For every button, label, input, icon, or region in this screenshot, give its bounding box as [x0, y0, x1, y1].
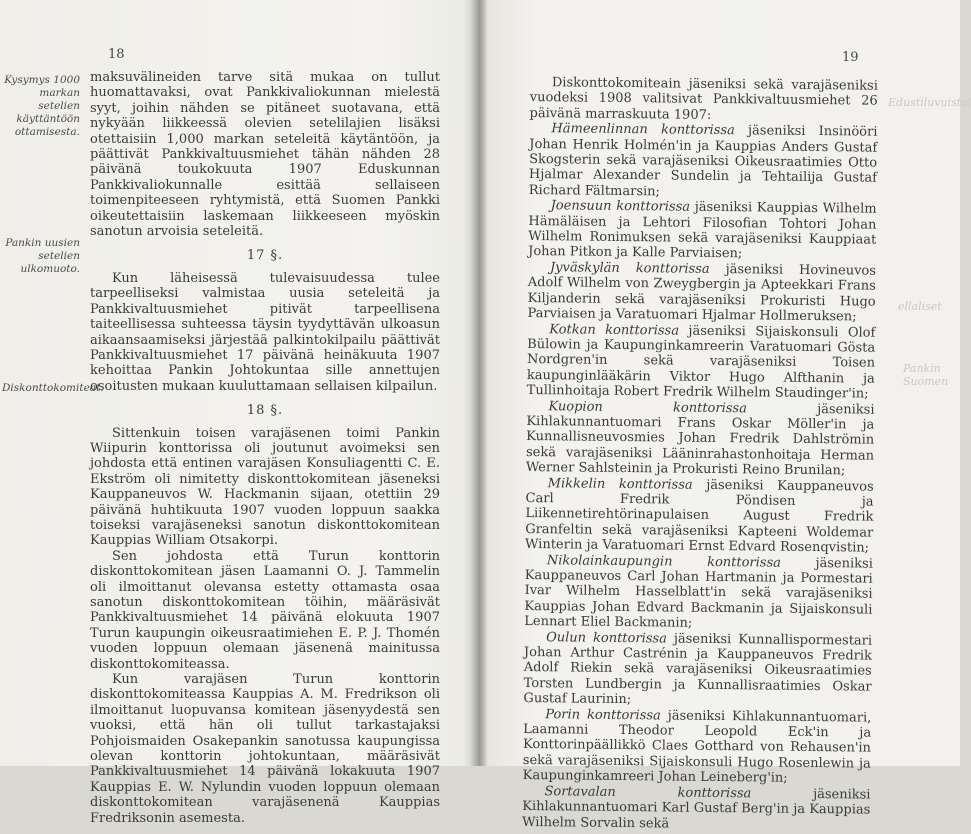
- left-page: [0, 0, 478, 826]
- office-name: Kotkan konttorissa: [549, 321, 680, 339]
- office-name: Kuopion konttorissa: [548, 398, 747, 416]
- committee-entry: [528, 198, 877, 263]
- margin-note-1000-mark-notes: Kysymys 1000 markan setelien käyttäntöön ottamisesta.: [4, 74, 80, 138]
- bleed-through-text: Pankin: [903, 362, 941, 375]
- committee-entry: [527, 260, 876, 325]
- office-name: Oulun konttorissa: [546, 629, 667, 647]
- office-name: Mikkelin konttorissa: [547, 475, 693, 493]
- paragraph: maksuvälineiden tarve sitä mukaa on tullut huomattavaksi, ovat Pankkivaliokunnan mielestä syyt, joihin nähden se pitäneet suotavana, että nykyään liikkeessä olevien setelilajien lisäksi otettaisiin 1,000 markan seteleitä käytäntöön, ja päättivät Pankkivaltuusmiehet tähän nähden 28 päivänä toukokuuta 1907 Eduskunnan Pankkivaliokunnalle esittää sellaiseen toimenpiteeseen ryhtymistä, että Suomen Pankki oikeutettaisiin laskemaan liikkeeseen myöskin sanotun arvoisia seteleitä.: [90, 70, 440, 240]
- bleed-through-text: Suomen: [903, 375, 949, 388]
- paragraph: Kun varajäsen Turun konttorin diskonttokomiteassa Kauppias A. M. Fredrikson oli ilmoittanut luopuvansa komitean jäsenyydestä sen vuoksi, että hän oli tullut tarkastajaksi Pohjoismaiden Osakepankin sanotussa kaupungissa olevan konttorin johtokuntaan, määräsivät Pankkivaltuusmiehet 14 päivänä lokakuuta 1907 Kauppias E. W. Nylundin vuoden loppuun olemaan diskonttokomitean varajäsenenä Kauppias Fredriksonin asemesta.: [90, 672, 440, 826]
- right-page: [478, 0, 971, 831]
- entry-text: jäseniksi Kauppias Wilhelm Hämäläisen ja Lehtori Filosofian Tohtori Johan Wilhelm Ronimuksen sekä varajäseniksi Kauppiaat Johan Pitkon ja Kalle Parviaisen;: [528, 199, 877, 262]
- office-name: Hämeenlinnan konttorissa: [551, 121, 735, 139]
- left-body-text: [90, 70, 440, 826]
- committee-entry: [526, 399, 875, 480]
- page-number-left: 18: [108, 47, 125, 62]
- office-name: Sortavalan konttorissa: [544, 783, 752, 802]
- committee-entry: [523, 630, 872, 711]
- paragraph: Diskonttokomiteain jäseniksi sekä varajäseniksi vuodeksi 1908 valitsivat Pankkivaltuusmiehet 26 päivänä marraskuuta 1907:: [529, 75, 878, 123]
- office-name: Joensuun konttorissa: [550, 198, 691, 215]
- committee-entry: [525, 476, 874, 557]
- paragraph: Sen johdosta että Turun konttorin diskonttokomitean jäsen Laamanni O. J. Tammelin oli ilmoittanut olevansa estetty ottamasta osaa sanotun diskonttokomitean töihin, määräsivät Pankkivaltuusmiehet 14 päivänä elokuuta 1907 Turun kaupungin oikeusraatimiehen E. P. J. Thomén vuoden loppuun olemaan jäsenenä mainitussa diskonttokomiteassa.: [90, 548, 440, 672]
- bleed-through-text: Edustiluvuistal: [888, 96, 971, 109]
- entry-text: jäseniksi Hovineuvos Adolf Wilhelm von Zweygbergin ja Apteekkari Frans Kiljanderin sekä varajäseniksi Prokuristi Hugo Parviaisen ja Varatuomari Hjalmar Hollmeruksen;: [527, 261, 877, 325]
- office-name: Porin konttorissa: [545, 706, 661, 724]
- office-name: Jyväskylän konttorissa: [549, 260, 710, 277]
- entry-text: jäseniksi Kihlakunnantuomari Frans Oskar Möller'in ja Kunnallisneuvosmies Johan Fredrik Dahlströmin sekä varajäseniksi Lääninrahastonhoitaja Herman Werner Sahlsteinin ja Prokuristi Reino Brunilan;: [525, 400, 875, 479]
- entry-text: jäseniksi Kunnallispormestari Johan Arthur Castrénin ja Kauppaneuvos Fredrik Adolf Riekin sekä varajäseniksi Oikeusraatimies Torsten Lundbergin ja Kunnallisraatimies Oskar Gustaf Laurinin;: [523, 631, 873, 708]
- committee-entry: [529, 121, 878, 202]
- margin-note-new-notes-design: Pankin uusien setelien ulkomuoto.: [5, 237, 80, 275]
- margin-note-discount-committees: Diskonttokomiteat.: [2, 382, 104, 394]
- entry-text: jäseniksi Insinööri Johan Henrik Holmén'in ja Kauppias Anders Gustaf Skogsterin sekä varajäseniksi Oikeusraatimies Otto Hjalmar Alexander Sundelin ja Tehtailija Gustaf Richard Fältmarsin;: [528, 123, 878, 200]
- entry-text: jäseniksi Kauppaneuvos Carl Johan Hartmanin ja Pormestari Ivar Wilhelm Hasselblatt'in sekä varajäseniksi Kauppias Johan Edvard Backmanin ja Sijaiskonsuli Lennart Eliel Backmanin;: [524, 555, 873, 631]
- paragraph: Sittenkuin toisen varajäsenen toimi Pankin Wiipurin konttorissa oli joutunut avoimeksi sen johdosta että entinen varajäsen Konsuliagentti C. E. Ekström oli nimitetty diskonttokomitean jäseneksi Kauppaneuvos W. Hackmanin sijaan, otettiin 29 päivänä huhtikuuta 1907 vuoden loppuun saakka toiseksi varajäseneksi sanotun diskonttokomitean Kauppias William Otsakorpi.: [90, 425, 440, 549]
- entry-text: jäseniksi Sijaiskonsuli Olof Bülowin ja Kaupunginkamreerin Varatuomari Gösta Nordgren'in sekä varajäseniksi Toisen kaupunginlääkärin Viktor Hugo Alfthanin ja Tullinhoitaja Robert Fredrik Wilhelm Staudinger'in;: [526, 323, 876, 402]
- committee-entry: [527, 321, 876, 402]
- entry-text: jäseniksi Kauppaneuvos Carl Fredrik Pöndisen ja Liikennetirehtörinapulaisen August Fredrik Granfeltin sekä varajäseniksi Kapteeni Woldemar Winterin ja Varatuomari Ernst Edvard Rosenqvistin;: [525, 477, 874, 556]
- committee-entry: [524, 553, 873, 634]
- right-body-text: [522, 75, 878, 834]
- page-number-right: 19: [842, 50, 859, 65]
- office-name: Nikolainkaupungin konttorissa: [546, 552, 782, 571]
- paragraph: Kun läheisessä tulevaisuudessa tulee tarpeelliseksi valmistaa uusia seteleitä ja Pankkivaltuusmiehet pitivät tarpeellisena taiteellisessa suhteessa täysin tyydyttävän ulkoasun aikaansaamiseksi järjestää palkintokilpailu päättivät Pankkivaltuusmiehet 17 päivänä heinäkuuta 1907 kehoittaa Pankin Johtokuntaa sille annettujen osoitusten mukaan kuuluttamaan sellaisen kilpailun.: [90, 270, 440, 394]
- entry-text: jäseniksi Kihlakunnantuomari Karl Gustaf Berg'in ja Kauppias Wilhelm Sorvalin sekä: [522, 786, 871, 831]
- bleed-through-text: ellaliset: [898, 300, 942, 313]
- committee-entry: [523, 707, 872, 788]
- committee-entry: [522, 784, 870, 834]
- section-heading-18: 18 §.: [246, 403, 284, 419]
- section-heading-17: 17 §.: [246, 248, 284, 264]
- entry-text: jäseniksi Kihlakunnantuomari, Laamanni Theodor Leopold Eck'in ja Konttorinpäällikkö Claes Gotthard von Rehausen'in sekä varajäseniksi Sijaiskonsuli Hugo Rosenlewin ja Kaupunginkamreeri Johan Leineberg'in;: [522, 708, 872, 787]
